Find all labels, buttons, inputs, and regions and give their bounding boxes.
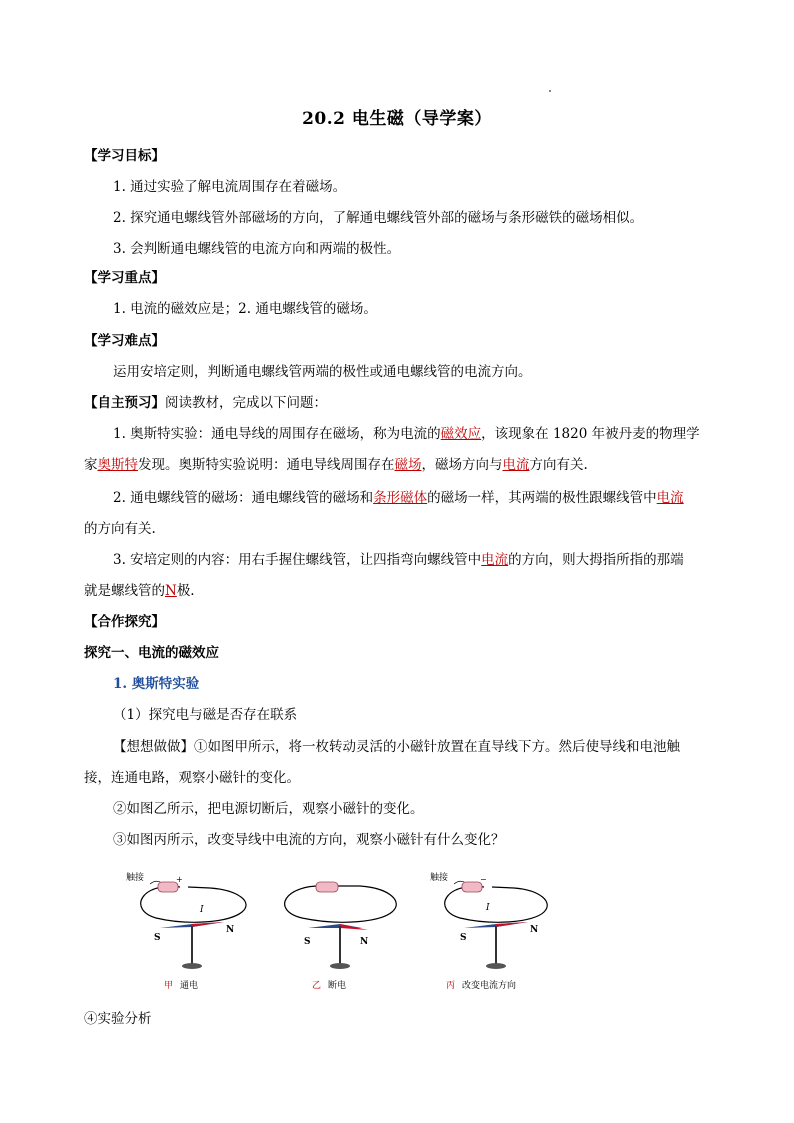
q1-text: ，该现象在 1820 年被丹麦的物理学 [481, 426, 700, 442]
page-title: 20.2 电生磁（导学案） [302, 109, 492, 129]
panel-bing [430, 871, 547, 991]
stray-dot [549, 90, 551, 92]
key-points-text: 1. 电流的磁效应是；2. 通电螺线管的磁场。 [113, 301, 377, 317]
caption-tag: 甲 [164, 981, 174, 991]
objectives-heading: 【学习目标】 [84, 148, 165, 164]
caption-text: 改变电流方向 [462, 981, 517, 991]
think-line1 [113, 737, 680, 757]
preview-line [84, 393, 327, 413]
objective-item: 3. 会判断通电螺线管的电流方向和两端的极性。 [113, 241, 401, 257]
wire-loop [141, 886, 246, 922]
q1-text: 方向有关. [529, 457, 588, 473]
preview-q1-line2 [84, 455, 588, 475]
q3-text: 极. [176, 583, 195, 599]
q1-text: 发现。奥斯特实验说明：通电导线周围存在 [138, 457, 395, 473]
preview-heading: 【自主预习】 [84, 395, 165, 411]
cooperation-heading: 【合作探究】 [84, 614, 165, 630]
answer-fill: 奥斯特 [97, 457, 138, 473]
q2-text: 的方向有关. [84, 521, 156, 537]
touch-label: 触接 [126, 873, 145, 883]
answer-fill: 磁场 [394, 457, 422, 473]
step-item: ②如图乙所示，把电源切断后，观察小磁针的变化。 [113, 801, 424, 817]
battery-icon [462, 882, 482, 892]
caption-text: 断电 [328, 981, 347, 991]
s-pole-label: S [154, 933, 161, 943]
section-heading: 探究一、电流的磁效应 [84, 645, 219, 661]
wire-loop [445, 886, 548, 922]
s-pole-label: S [304, 937, 311, 947]
step-item: ③如图丙所示，改变导线中电流的方向，观察小磁针有什么变化？ [113, 832, 505, 848]
answer-fill: 条形磁体 [373, 490, 428, 506]
key-points-heading: 【学习重点】 [84, 270, 165, 286]
n-pole-label: N [530, 925, 539, 935]
panel-yi [285, 882, 397, 991]
n-pole-label: N [360, 937, 369, 947]
preview-q3-line1 [113, 550, 684, 570]
stand-base [486, 963, 506, 969]
q1-text: 1. 奥斯特实验：通电导线的周围存在磁场，称为电流的 [113, 426, 441, 442]
preview-q3-line2 [84, 581, 195, 601]
q3-text: 就是螺线管的 [84, 583, 165, 599]
objective-item: 2. 探究通电螺线管外部磁场的方向，了解通电螺线管外部的磁场与条形磁铁的磁场相似。 [113, 210, 644, 226]
battery-icon [158, 882, 178, 892]
stand-base [182, 963, 202, 969]
step-item: ④实验分析 [84, 1011, 152, 1027]
current-label: I [486, 903, 490, 913]
caption-tag: 乙 [312, 981, 322, 991]
preview-q2-line1 [113, 488, 684, 508]
q2-text: 2. 通电螺线管的磁场：通电螺线管的磁场和 [113, 490, 374, 506]
q1-text: ，磁场方向与 [421, 457, 503, 473]
think-line2: 接，连通电路，观察小磁针的变化。 [84, 770, 300, 786]
q3-text: 3. 安培定则的内容：用右手握住螺线管，让四指弯向螺线管中 [113, 552, 482, 568]
answer-fill: 电流 [481, 552, 509, 568]
difficulties-text: 运用安培定则，判断通电螺线管两端的极性或通电螺线管的电流方向。 [113, 364, 532, 380]
panel-jia [126, 871, 246, 991]
plus-label: + [176, 875, 183, 884]
n-pole-label: N [226, 925, 235, 935]
needle-red [340, 924, 368, 930]
current-label: I [200, 905, 204, 915]
think-text: ①如图甲所示，将一枚转动灵活的小磁针放置在直导线下方。然后使导线和电池触 [194, 739, 680, 755]
q1-text: 家 [84, 457, 98, 473]
oersted-experiment-figure [120, 860, 550, 995]
preview-intro: 阅读教材，完成以下问题： [165, 395, 327, 411]
think-label: 【想想做做】 [113, 739, 194, 755]
stand-base [330, 963, 350, 969]
answer-fill: 电流 [502, 457, 530, 473]
wire-loop [285, 886, 397, 922]
caption-text: 通电 [180, 981, 199, 991]
objective-item: 1. 通过实验了解电流周围存在着磁场。 [113, 179, 347, 195]
preview-q1-line1 [113, 424, 700, 444]
difficulties-heading: 【学习难点】 [84, 333, 165, 349]
q3-text: 的方向，则大拇指所指的那端 [508, 552, 684, 568]
s-pole-label: S [460, 933, 467, 943]
answer-fill: N [165, 583, 177, 599]
q2-text: 的磁场一样，其两端的极性跟螺线管中 [427, 490, 657, 506]
subsection-heading: 1. 奥斯特实验 [113, 676, 200, 692]
answer-fill: 电流 [656, 490, 684, 506]
minus-label: − [480, 875, 487, 884]
step-text: （1）探究电与磁是否存在联系 [113, 707, 298, 723]
caption-tag: 丙 [446, 981, 456, 991]
answer-fill: 磁效应 [440, 426, 482, 442]
battery-icon [316, 882, 338, 892]
touch-label: 触接 [430, 873, 449, 883]
preview-q2-line2 [84, 519, 156, 539]
